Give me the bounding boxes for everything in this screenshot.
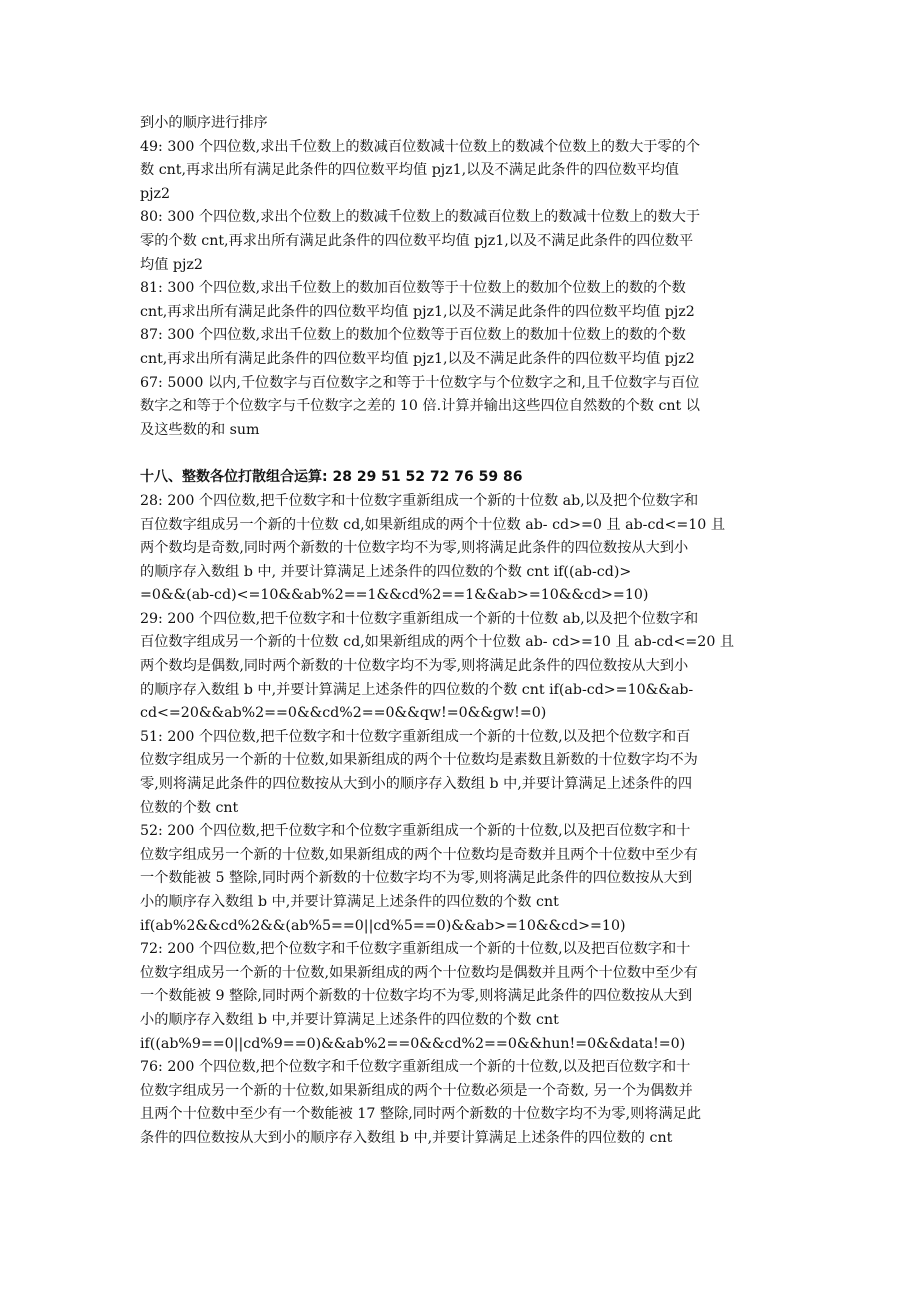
text-line: 数字之和等于个位数字与千位数字之差的 10 倍.计算并输出这些四位自然数的个数 cnt 以	[140, 398, 700, 415]
section-heading: 十八、整数各位打散组合运算: 28 29 51 52 72 76 59 86	[140, 469, 523, 486]
paragraph-gap	[140, 442, 790, 466]
document-page	[140, 112, 790, 1151]
code-line: =0&&(ab-cd)<=10&&ab%2==1&&cd%2==1&&ab>=10&&cd>=10)	[140, 587, 649, 604]
text-line: 小的顺序存入数组 b 中,并要计算满足上述条件的四位数的个数 cnt	[140, 894, 559, 910]
text-line: 且两个十位数中至少有一个数能被 17 整除,同时两个新数的十位数字均不为零,则将满足此	[140, 1106, 702, 1123]
text-line: 位数的个数 cnt	[140, 799, 239, 816]
text-line: 28: 200 个四位数,把千位数字和十位数字重新组成一个新的十位数 ab,以及把个位数字和	[140, 492, 699, 509]
intro-block	[140, 112, 790, 442]
text-line: 百位数字组成另一个新的十位数 cd,如果新组成的两个十位数 ab- cd>=0 且 ab-cd<=10 且	[140, 516, 726, 533]
text-line: 两个数均是偶数,同时两个新数的十位数字均不为零,则将满足此条件的四位数按从大到小	[140, 658, 689, 675]
text-line: 百位数字组成另一个新的十位数 cd,如果新组成的两个十位数 ab- cd>=10 且 ab-cd<=20 且	[140, 634, 735, 651]
text-line: 67: 5000 以内,千位数字与百位数字之和等于十位数字与个位数字之和,且千位数字与百位	[140, 374, 700, 391]
text-line: 均值 pjz2	[140, 256, 203, 273]
code-line: cd<=20&&ab%2==0&&cd%2==0&&qw!=0&&gw!=0)	[140, 705, 547, 722]
text-line: 及这些数的和 sum	[140, 421, 260, 438]
code-line: if(ab%2&&cd%2&&(ab%5==0||cd%5==0)&&ab>=10&&cd>=10)	[140, 917, 626, 934]
text-line: 零,则将满足此条件的四位数按从大到小的顺序存入数组 b 中,并要计算满足上述条件的四	[140, 776, 693, 793]
text-line: 81: 300 个四位数,求出千位数上的数加百位数等于十位数上的数加个位数上的数的个数	[140, 280, 686, 297]
text-line: 76: 200 个四位数,把个位数字和千位数字重新组成一个新的十位数,以及把百位数字和十	[140, 1059, 691, 1076]
text-line: 到小的顺序进行排序	[140, 115, 268, 131]
text-line: 52: 200 个四位数,把千位数字和个位数字重新组成一个新的十位数,以及把百位数字和十	[140, 823, 691, 840]
text-line: 两个数均是奇数,同时两个新数的十位数字均不为零,则将满足此条件的四位数按从大到小	[140, 540, 689, 557]
text-line: cnt,再求出所有满足此条件的四位数平均值 pjz1,以及不满足此条件的四位数平均值 pjz2	[140, 350, 695, 367]
text-line: pjz2	[140, 185, 170, 202]
text-line: 条件的四位数按从大到小的顺序存入数组 b 中,并要计算满足上述条件的四位数的 cnt	[140, 1129, 673, 1146]
text-line: 的顺序存入数组 b 中, 并要计算满足上述条件的四位数的个数 cnt if((ab-cd)>	[140, 563, 632, 580]
text-line: 零的个数 cnt,再求出所有满足此条件的四位数平均值 pjz1,以及不满足此条件的四位数平	[140, 232, 694, 249]
text-line: 数 cnt,再求出所有满足此条件的四位数平均值 pjz1,以及不满足此条件的四位数平均值	[140, 162, 679, 179]
text-line: 80: 300 个四位数,求出个位数上的数减千位数上的数减百位数上的数减十位数上的数大于	[140, 209, 701, 226]
text-line: 29: 200 个四位数,把千位数字和十位数字重新组成一个新的十位数 ab,以及把个位数字和	[140, 610, 699, 627]
text-line: 49: 300 个四位数,求出千位数上的数减百位数减十位数上的数减个位数上的数大于零的个	[140, 138, 701, 155]
section-block	[140, 490, 790, 1151]
text-line: 一个数能被 9 整除,同时两个新数的十位数字均不为零,则将满足此条件的四位数按从大到	[140, 988, 693, 1005]
text-line: 72: 200 个四位数,把个位数字和千位数字重新组成一个新的十位数,以及把百位数字和十	[140, 941, 691, 958]
code-line: if((ab%9==0||cd%9==0)&&ab%2==0&&cd%2==0&&hun!=0&&data!=0)	[140, 1035, 686, 1052]
text-line: 位数字组成另一个新的十位数,如果新组成的两个十位数均是奇数并且两个十位数中至少有	[140, 846, 698, 863]
text-line: 的顺序存入数组 b 中,并要计算满足上述条件的四位数的个数 cnt if(ab-cd>=10&&ab-	[140, 681, 694, 698]
text-line: 51: 200 个四位数,把千位数字和十位数字重新组成一个新的十位数,以及把个位数字和百	[140, 728, 691, 745]
text-line: cnt,再求出所有满足此条件的四位数平均值 pjz1,以及不满足此条件的四位数平均值 pjz2	[140, 303, 695, 320]
text-line: 87: 300 个四位数,求出千位数上的数加个位数等于百位数上的数加十位数上的数的个数	[140, 327, 686, 344]
text-line: 一个数能被 5 整除,同时两个新数的十位数字均不为零,则将满足此条件的四位数按从大到	[140, 870, 693, 887]
text-line: 位数字组成另一个新的十位数,如果新组成的两个十位数均是素数且新数的十位数字均不为	[140, 752, 698, 769]
text-line: 位数字组成另一个新的十位数,如果新组成的两个十位数必须是一个奇数, 另一个为偶数并	[140, 1082, 693, 1099]
text-line: 小的顺序存入数组 b 中,并要计算满足上述条件的四位数的个数 cnt	[140, 1011, 559, 1028]
text-line: 位数字组成另一个新的十位数,如果新组成的两个十位数均是偶数并且两个十位数中至少有	[140, 964, 698, 981]
